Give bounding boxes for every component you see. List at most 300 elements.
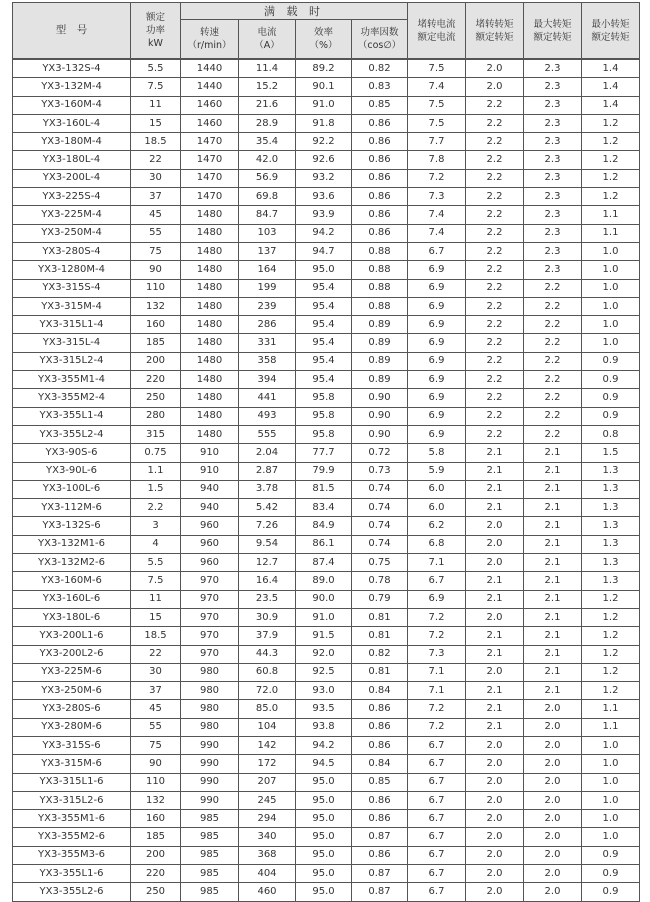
cell-max-torque-ratio: 2.0	[524, 755, 582, 773]
cell-power-factor: 0.86	[352, 700, 408, 718]
cell-speed: 1480	[181, 425, 239, 443]
cell-current: 30.9	[239, 608, 296, 626]
table-row	[13, 682, 640, 700]
cell-power-factor: 0.79	[352, 590, 408, 608]
cell-locked-torque-ratio: 2.2	[466, 279, 524, 297]
cell-locked-current-ratio: 6.7	[408, 828, 466, 846]
cell-model: YX3-100L-6	[13, 480, 131, 498]
cell-rated-power: 45	[131, 206, 181, 224]
cell-power-factor: 0.86	[352, 810, 408, 828]
cell-speed: 985	[181, 865, 239, 883]
cell-locked-torque-ratio: 2.0	[466, 791, 524, 809]
table-row	[13, 444, 640, 462]
cell-efficiency: 94.7	[296, 242, 352, 260]
cell-min-torque-ratio: 0.9	[582, 846, 640, 864]
table-row	[13, 389, 640, 407]
cell-locked-torque-ratio: 2.0	[466, 535, 524, 553]
cell-model: YX3-250M-6	[13, 682, 131, 700]
table-row	[13, 279, 640, 297]
cell-efficiency: 95.0	[296, 828, 352, 846]
cell-max-torque-ratio: 2.3	[524, 206, 582, 224]
cell-max-torque-ratio: 2.3	[524, 151, 582, 169]
cell-power-factor: 0.88	[352, 242, 408, 260]
cell-model: YX3-355L1-4	[13, 407, 131, 425]
cell-power-factor: 0.86	[352, 206, 408, 224]
cell-locked-torque-ratio: 2.1	[466, 480, 524, 498]
header-locked-torque	[466, 3, 524, 60]
cell-power-factor: 0.82	[352, 59, 408, 78]
cell-speed: 990	[181, 773, 239, 791]
cell-locked-current-ratio: 6.8	[408, 535, 466, 553]
cell-speed: 1480	[181, 389, 239, 407]
cell-max-torque-ratio: 2.0	[524, 736, 582, 754]
cell-efficiency: 87.4	[296, 554, 352, 572]
cell-locked-current-ratio: 6.7	[408, 883, 466, 901]
cell-rated-power: 315	[131, 425, 181, 443]
cell-speed: 910	[181, 444, 239, 462]
table-row	[13, 133, 640, 151]
table-row	[13, 554, 640, 572]
header-max-torque-line2: 额定转矩	[533, 31, 572, 43]
cell-rated-power: 18.5	[131, 627, 181, 645]
cell-efficiency: 92.6	[296, 151, 352, 169]
cell-efficiency: 90.1	[296, 78, 352, 96]
cell-locked-torque-ratio: 2.1	[466, 700, 524, 718]
cell-max-torque-ratio: 2.3	[524, 133, 582, 151]
cell-min-torque-ratio: 1.4	[582, 78, 640, 96]
cell-speed: 980	[181, 718, 239, 736]
cell-speed: 1440	[181, 59, 239, 78]
cell-min-torque-ratio: 0.8	[582, 425, 640, 443]
cell-max-torque-ratio: 2.1	[524, 627, 582, 645]
cell-min-torque-ratio: 1.2	[582, 133, 640, 151]
cell-power-factor: 0.87	[352, 828, 408, 846]
cell-rated-power: 30	[131, 663, 181, 681]
cell-efficiency: 91.5	[296, 627, 352, 645]
cell-min-torque-ratio: 1.0	[582, 261, 640, 279]
cell-speed: 960	[181, 517, 239, 535]
cell-min-torque-ratio: 1.0	[582, 736, 640, 754]
cell-locked-current-ratio: 6.9	[408, 425, 466, 443]
table-row	[13, 700, 640, 718]
cell-max-torque-ratio: 2.1	[524, 663, 582, 681]
cell-min-torque-ratio: 1.3	[582, 517, 640, 535]
cell-efficiency: 95.0	[296, 791, 352, 809]
cell-current: 137	[239, 242, 296, 260]
cell-rated-power: 11	[131, 590, 181, 608]
cell-speed: 1480	[181, 279, 239, 297]
cell-current: 104	[239, 718, 296, 736]
cell-speed: 970	[181, 590, 239, 608]
cell-speed: 990	[181, 736, 239, 754]
cell-current: 493	[239, 407, 296, 425]
cell-current: 358	[239, 352, 296, 370]
cell-speed: 1470	[181, 133, 239, 151]
cell-locked-torque-ratio: 2.1	[466, 462, 524, 480]
cell-speed: 1440	[181, 78, 239, 96]
cell-power-factor: 0.86	[352, 718, 408, 736]
cell-min-torque-ratio: 1.1	[582, 224, 640, 242]
cell-current: 394	[239, 371, 296, 389]
cell-rated-power: 110	[131, 279, 181, 297]
cell-efficiency: 93.2	[296, 169, 352, 187]
cell-rated-power: 30	[131, 169, 181, 187]
cell-min-torque-ratio: 1.1	[582, 700, 640, 718]
cell-max-torque-ratio: 2.0	[524, 718, 582, 736]
cell-current: 7.26	[239, 517, 296, 535]
cell-locked-current-ratio: 6.7	[408, 791, 466, 809]
cell-max-torque-ratio: 2.1	[524, 608, 582, 626]
cell-max-torque-ratio: 2.0	[524, 810, 582, 828]
cell-locked-current-ratio: 6.7	[408, 736, 466, 754]
cell-locked-torque-ratio: 2.0	[466, 663, 524, 681]
cell-max-torque-ratio: 2.0	[524, 791, 582, 809]
cell-model: YX3-355M1-4	[13, 371, 131, 389]
cell-efficiency: 93.8	[296, 718, 352, 736]
cell-rated-power: 90	[131, 261, 181, 279]
cell-locked-torque-ratio: 2.1	[466, 499, 524, 517]
cell-locked-torque-ratio: 2.2	[466, 389, 524, 407]
cell-locked-torque-ratio: 2.0	[466, 865, 524, 883]
cell-rated-power: 132	[131, 791, 181, 809]
header-efficiency	[296, 20, 352, 60]
cell-rated-power: 0.75	[131, 444, 181, 462]
cell-power-factor: 0.72	[352, 444, 408, 462]
cell-locked-torque-ratio: 2.2	[466, 151, 524, 169]
cell-locked-torque-ratio: 2.2	[466, 169, 524, 187]
cell-min-torque-ratio: 1.3	[582, 480, 640, 498]
cell-model: YX3-315M-6	[13, 755, 131, 773]
cell-speed: 970	[181, 627, 239, 645]
cell-locked-torque-ratio: 2.2	[466, 133, 524, 151]
cell-current: 2.04	[239, 444, 296, 462]
header-power-factor-label: 功率因数	[360, 27, 399, 38]
table-row	[13, 352, 640, 370]
cell-rated-power: 3	[131, 517, 181, 535]
cell-efficiency: 89.2	[296, 59, 352, 78]
cell-locked-torque-ratio: 2.2	[466, 224, 524, 242]
cell-locked-current-ratio: 6.7	[408, 865, 466, 883]
cell-current: 2.87	[239, 462, 296, 480]
cell-power-factor: 0.82	[352, 645, 408, 663]
cell-rated-power: 5.5	[131, 59, 181, 78]
cell-speed: 1480	[181, 261, 239, 279]
cell-efficiency: 95.0	[296, 773, 352, 791]
cell-locked-torque-ratio: 2.0	[466, 883, 524, 901]
cell-model: YX3-160M-6	[13, 572, 131, 590]
cell-min-torque-ratio: 1.4	[582, 96, 640, 114]
header-min-torque	[582, 3, 640, 60]
cell-current: 9.54	[239, 535, 296, 553]
header-speed	[181, 20, 239, 60]
cell-efficiency: 93.6	[296, 188, 352, 206]
cell-max-torque-ratio: 2.3	[524, 169, 582, 187]
cell-efficiency: 77.7	[296, 444, 352, 462]
header-rated-power-line2: 功率	[145, 25, 165, 36]
cell-speed: 1480	[181, 334, 239, 352]
cell-locked-current-ratio: 5.8	[408, 444, 466, 462]
cell-efficiency: 93.5	[296, 700, 352, 718]
cell-efficiency: 95.4	[296, 334, 352, 352]
table-row	[13, 810, 640, 828]
cell-max-torque-ratio: 2.3	[524, 78, 582, 96]
cell-model: YX3-132S-4	[13, 59, 131, 78]
cell-rated-power: 55	[131, 224, 181, 242]
cell-current: 35.4	[239, 133, 296, 151]
cell-model: YX3-355M2-4	[13, 389, 131, 407]
cell-rated-power: 250	[131, 389, 181, 407]
header-efficiency-unit: （%）	[309, 40, 338, 51]
cell-locked-current-ratio: 6.9	[408, 316, 466, 334]
cell-max-torque-ratio: 2.3	[524, 114, 582, 132]
cell-speed: 1470	[181, 169, 239, 187]
cell-max-torque-ratio: 2.2	[524, 297, 582, 315]
cell-rated-power: 185	[131, 828, 181, 846]
cell-min-torque-ratio: 1.2	[582, 627, 640, 645]
table-row	[13, 242, 640, 260]
cell-max-torque-ratio: 2.1	[524, 499, 582, 517]
cell-power-factor: 0.74	[352, 535, 408, 553]
cell-min-torque-ratio: 1.3	[582, 535, 640, 553]
cell-power-factor: 0.81	[352, 608, 408, 626]
cell-power-factor: 0.90	[352, 425, 408, 443]
cell-locked-torque-ratio: 2.1	[466, 645, 524, 663]
cell-locked-current-ratio: 6.0	[408, 499, 466, 517]
cell-model: YX3-200L-4	[13, 169, 131, 187]
cell-current: 294	[239, 810, 296, 828]
cell-speed: 970	[181, 572, 239, 590]
cell-rated-power: 220	[131, 371, 181, 389]
header-speed-label: 转速	[199, 27, 219, 38]
cell-rated-power: 4	[131, 535, 181, 553]
header-full-load: 满 载 时	[181, 3, 408, 20]
cell-model: YX3-90L-6	[13, 462, 131, 480]
cell-efficiency: 91.0	[296, 96, 352, 114]
cell-locked-torque-ratio: 2.2	[466, 242, 524, 260]
cell-speed: 1460	[181, 96, 239, 114]
cell-power-factor: 0.86	[352, 846, 408, 864]
cell-locked-current-ratio: 6.7	[408, 773, 466, 791]
table-row	[13, 261, 640, 279]
cell-power-factor: 0.84	[352, 755, 408, 773]
cell-rated-power: 200	[131, 352, 181, 370]
cell-locked-current-ratio: 7.4	[408, 206, 466, 224]
cell-current: 5.42	[239, 499, 296, 517]
cell-min-torque-ratio: 1.3	[582, 499, 640, 517]
cell-min-torque-ratio: 1.0	[582, 755, 640, 773]
cell-max-torque-ratio: 2.2	[524, 352, 582, 370]
cell-locked-torque-ratio: 2.0	[466, 810, 524, 828]
cell-locked-current-ratio: 7.5	[408, 59, 466, 78]
cell-model: YX3-280M-6	[13, 718, 131, 736]
cell-current: 12.7	[239, 554, 296, 572]
cell-max-torque-ratio: 2.2	[524, 407, 582, 425]
cell-power-factor: 0.90	[352, 407, 408, 425]
cell-efficiency: 91.8	[296, 114, 352, 132]
cell-current: 207	[239, 773, 296, 791]
table-row	[13, 627, 640, 645]
table-row	[13, 736, 640, 754]
cell-max-torque-ratio: 2.2	[524, 371, 582, 389]
cell-locked-torque-ratio: 2.0	[466, 773, 524, 791]
cell-locked-current-ratio: 6.9	[408, 279, 466, 297]
cell-max-torque-ratio: 2.2	[524, 425, 582, 443]
cell-max-torque-ratio: 2.0	[524, 883, 582, 901]
cell-power-factor: 0.74	[352, 517, 408, 535]
cell-rated-power: 185	[131, 334, 181, 352]
table-row	[13, 371, 640, 389]
cell-locked-torque-ratio: 2.1	[466, 572, 524, 590]
cell-min-torque-ratio: 0.9	[582, 371, 640, 389]
cell-power-factor: 0.78	[352, 572, 408, 590]
cell-speed: 985	[181, 828, 239, 846]
cell-max-torque-ratio: 2.0	[524, 828, 582, 846]
header-min-torque-line2: 额定转矩	[591, 31, 630, 43]
cell-locked-current-ratio: 6.7	[408, 810, 466, 828]
cell-speed: 1480	[181, 352, 239, 370]
cell-power-factor: 0.86	[352, 188, 408, 206]
cell-locked-torque-ratio: 2.2	[466, 352, 524, 370]
cell-current: 28.9	[239, 114, 296, 132]
cell-locked-torque-ratio: 2.2	[466, 96, 524, 114]
cell-model: YX3-315L1-6	[13, 773, 131, 791]
table-row	[13, 883, 640, 901]
cell-efficiency: 95.8	[296, 425, 352, 443]
cell-power-factor: 0.86	[352, 114, 408, 132]
cell-min-torque-ratio: 1.2	[582, 151, 640, 169]
cell-min-torque-ratio: 1.3	[582, 572, 640, 590]
cell-current: 23.5	[239, 590, 296, 608]
cell-rated-power: 45	[131, 700, 181, 718]
cell-current: 44.3	[239, 645, 296, 663]
cell-power-factor: 0.86	[352, 133, 408, 151]
cell-model: YX3-180L-6	[13, 608, 131, 626]
table-row	[13, 755, 640, 773]
cell-max-torque-ratio: 2.3	[524, 188, 582, 206]
cell-model: YX3-355M1-6	[13, 810, 131, 828]
cell-min-torque-ratio: 0.9	[582, 865, 640, 883]
cell-locked-current-ratio: 6.9	[408, 352, 466, 370]
header-speed-unit: （r/min）	[187, 40, 232, 51]
cell-rated-power: 1.1	[131, 462, 181, 480]
cell-max-torque-ratio: 2.1	[524, 535, 582, 553]
cell-current: 199	[239, 279, 296, 297]
cell-locked-current-ratio: 6.9	[408, 590, 466, 608]
cell-min-torque-ratio: 1.0	[582, 242, 640, 260]
cell-locked-current-ratio: 7.1	[408, 682, 466, 700]
cell-model: YX3-132M-4	[13, 78, 131, 96]
cell-locked-current-ratio: 7.2	[408, 627, 466, 645]
cell-efficiency: 95.0	[296, 810, 352, 828]
cell-max-torque-ratio: 2.2	[524, 316, 582, 334]
cell-max-torque-ratio: 2.1	[524, 462, 582, 480]
cell-current: 172	[239, 755, 296, 773]
cell-locked-torque-ratio: 2.2	[466, 334, 524, 352]
cell-rated-power: 1.5	[131, 480, 181, 498]
cell-efficiency: 94.2	[296, 224, 352, 242]
cell-locked-current-ratio: 6.9	[408, 371, 466, 389]
cell-locked-torque-ratio: 2.1	[466, 444, 524, 462]
cell-current: 286	[239, 316, 296, 334]
cell-current: 245	[239, 791, 296, 809]
cell-power-factor: 0.85	[352, 773, 408, 791]
cell-min-torque-ratio: 1.2	[582, 608, 640, 626]
cell-efficiency: 95.4	[296, 279, 352, 297]
cell-max-torque-ratio: 2.0	[524, 773, 582, 791]
cell-speed: 960	[181, 554, 239, 572]
table-row	[13, 663, 640, 681]
cell-locked-current-ratio: 7.3	[408, 188, 466, 206]
cell-power-factor: 0.86	[352, 224, 408, 242]
cell-min-torque-ratio: 1.2	[582, 114, 640, 132]
cell-speed: 1480	[181, 371, 239, 389]
header-min-torque-line1: 最小转矩	[591, 18, 630, 30]
cell-locked-torque-ratio: 2.2	[466, 188, 524, 206]
cell-efficiency: 95.0	[296, 846, 352, 864]
table-row	[13, 169, 640, 187]
cell-current: 404	[239, 865, 296, 883]
cell-speed: 1480	[181, 316, 239, 334]
cell-min-torque-ratio: 1.4	[582, 59, 640, 78]
cell-model: YX3-315S-4	[13, 279, 131, 297]
cell-rated-power: 250	[131, 883, 181, 901]
cell-locked-current-ratio: 7.1	[408, 663, 466, 681]
table-row	[13, 59, 640, 78]
cell-rated-power: 90	[131, 755, 181, 773]
cell-current: 84.7	[239, 206, 296, 224]
cell-max-torque-ratio: 2.2	[524, 334, 582, 352]
header-rated-power-line1: 额定	[145, 12, 165, 23]
cell-locked-current-ratio: 7.7	[408, 133, 466, 151]
cell-model: YX3-200L2-6	[13, 645, 131, 663]
cell-min-torque-ratio: 1.5	[582, 444, 640, 462]
cell-max-torque-ratio: 2.1	[524, 554, 582, 572]
cell-min-torque-ratio: 0.9	[582, 883, 640, 901]
cell-min-torque-ratio: 1.2	[582, 645, 640, 663]
cell-locked-current-ratio: 6.7	[408, 846, 466, 864]
cell-current: 37.9	[239, 627, 296, 645]
table-row	[13, 499, 640, 517]
cell-min-torque-ratio: 1.1	[582, 718, 640, 736]
header-locked-current-line2: 额定电流	[417, 31, 456, 43]
cell-min-torque-ratio: 1.3	[582, 462, 640, 480]
cell-speed: 980	[181, 663, 239, 681]
cell-speed: 1480	[181, 242, 239, 260]
cell-model: YX3-355M2-6	[13, 828, 131, 846]
cell-current: 56.9	[239, 169, 296, 187]
cell-locked-current-ratio: 6.9	[408, 297, 466, 315]
motor-spec-table-container	[12, 2, 639, 902]
cell-locked-current-ratio: 7.4	[408, 224, 466, 242]
cell-locked-torque-ratio: 2.2	[466, 206, 524, 224]
cell-min-torque-ratio: 1.0	[582, 828, 640, 846]
cell-power-factor: 0.83	[352, 78, 408, 96]
cell-current: 16.4	[239, 572, 296, 590]
header-locked-current	[408, 3, 466, 60]
cell-model: YX3-280S-6	[13, 700, 131, 718]
cell-power-factor: 0.84	[352, 682, 408, 700]
cell-model: YX3-180M-4	[13, 133, 131, 151]
cell-power-factor: 0.75	[352, 554, 408, 572]
cell-min-torque-ratio: 0.9	[582, 389, 640, 407]
cell-max-torque-ratio: 2.3	[524, 96, 582, 114]
cell-locked-current-ratio: 7.4	[408, 78, 466, 96]
table-row	[13, 114, 640, 132]
cell-current: 72.0	[239, 682, 296, 700]
cell-locked-current-ratio: 6.9	[408, 261, 466, 279]
cell-power-factor: 0.87	[352, 865, 408, 883]
cell-rated-power: 110	[131, 773, 181, 791]
